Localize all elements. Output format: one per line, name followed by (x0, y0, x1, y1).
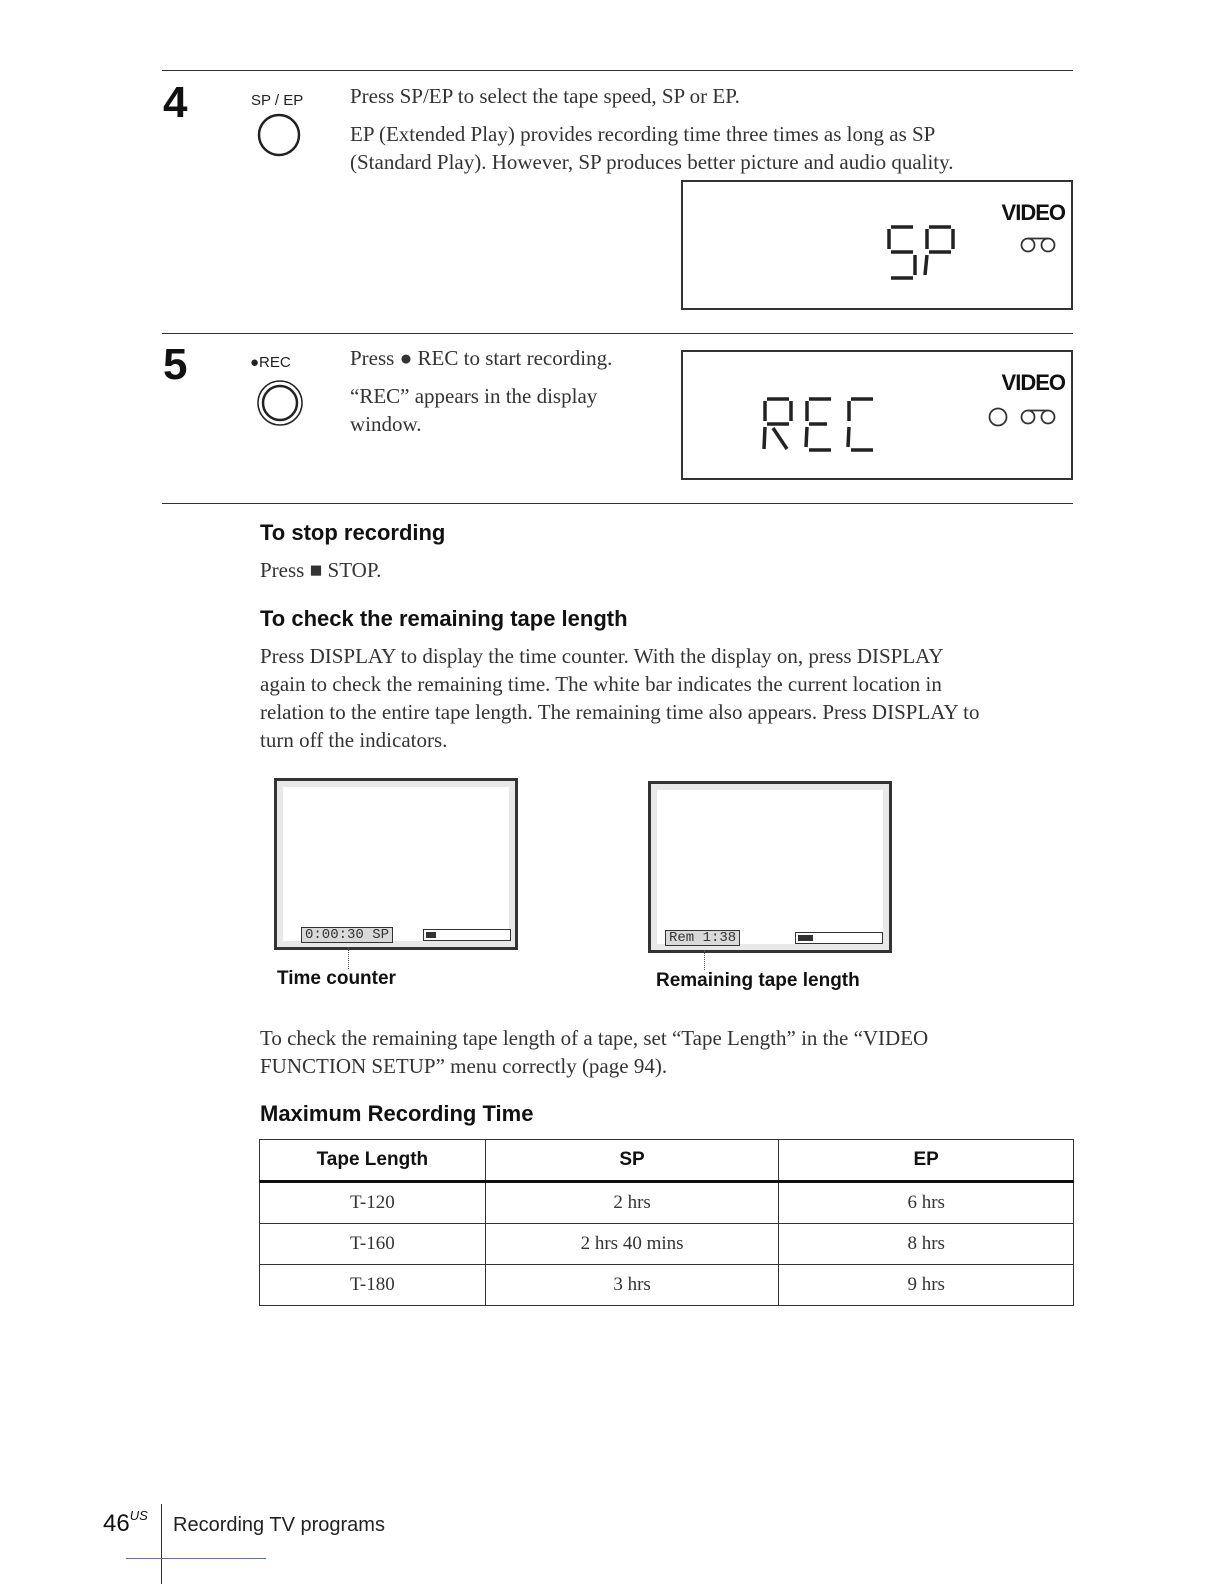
sp-ep-button-label: SP / EP (251, 92, 304, 109)
header-tape-length: Tape Length (260, 1140, 486, 1182)
rec-video-label: VIDEO (1001, 370, 1065, 395)
max-time-heading: Maximum Recording Time (260, 1101, 534, 1126)
header-ep: EP (779, 1140, 1074, 1182)
section-title: Recording TV programs (173, 1514, 385, 1536)
step-4-text-1: Press SP/EP to select the tape speed, SP or EP. (350, 84, 740, 108)
remaining-text-2: again to check the remaining time. The white bar indicates the current location in (260, 672, 942, 696)
table-cell: 2 hrs (485, 1182, 779, 1224)
rec-segment-display (759, 394, 899, 454)
table-row (260, 1182, 1074, 1224)
remaining-length-leader (704, 950, 705, 970)
table-cell: T-180 (260, 1265, 486, 1306)
remaining-heading: To check the remaining tape length (260, 606, 628, 631)
top-rule (162, 70, 1073, 71)
table-cell: 6 hrs (779, 1182, 1074, 1224)
step-5-text-1: Press ● REC to start recording. (350, 346, 613, 370)
time-counter-screen (274, 778, 518, 950)
step-5-number: 5 (163, 340, 188, 389)
table-cell: T-160 (260, 1224, 486, 1265)
step-5-text-3: window. (350, 412, 422, 436)
table-cell: 2 hrs 40 mins (485, 1224, 779, 1265)
tape-position-bar (423, 929, 511, 941)
page-number (103, 1510, 148, 1538)
remaining-text-1: Press DISPLAY to display the time counter. With the display on, press DISPLAY (260, 644, 944, 668)
remaining-length-osd: Rem 1:38 (665, 930, 740, 946)
tape-length-note-2: FUNCTION SETUP” menu correctly (page 94). (260, 1054, 668, 1078)
sp-ep-button-icon (256, 112, 302, 158)
page-number-value: 46 (103, 1510, 130, 1537)
step-4-number: 4 (163, 78, 188, 127)
time-counter-caption: Time counter (277, 968, 396, 989)
sp-video-label: VIDEO (1001, 200, 1065, 225)
remaining-length-screen (648, 781, 892, 953)
stop-heading: To stop recording (260, 520, 446, 545)
cassette-icon (1019, 236, 1057, 254)
cassette-icon (1019, 408, 1057, 426)
tape-position-marker (426, 932, 436, 938)
sp-display-window (681, 180, 1073, 310)
table-cell: 9 hrs (779, 1265, 1074, 1306)
table-row (260, 1224, 1074, 1265)
header-sp: SP (485, 1140, 779, 1182)
section-rule (162, 503, 1073, 504)
rec-display-window (681, 350, 1073, 480)
max-recording-time-table (259, 1139, 1074, 1306)
sp-segment-display (883, 222, 963, 282)
footer-underline (126, 1558, 266, 1559)
table-cell: T-120 (260, 1182, 486, 1224)
stop-text: Press ■ STOP. (260, 558, 382, 582)
tape-length-note-1: To check the remaining tape length of a tape, set “Tape Length” in the “VIDEO (260, 1026, 929, 1050)
step-5-text-2: “REC” appears in the display (350, 384, 598, 408)
step-4-text-3: (Standard Play). However, SP produces better picture and audio quality. (350, 150, 954, 174)
record-indicator-icon (987, 406, 1009, 428)
remaining-text-4: turn off the indicators. (260, 728, 448, 752)
table-header-row (260, 1140, 1074, 1182)
rec-button-label: ●REC (250, 354, 291, 371)
table-cell: 3 hrs (485, 1265, 779, 1306)
table-row (260, 1265, 1074, 1306)
time-counter-leader (348, 947, 349, 969)
table-cell: 8 hrs (779, 1224, 1074, 1265)
step-rule (162, 333, 1073, 334)
remaining-length-caption: Remaining tape length (656, 970, 860, 991)
tape-position-marker (798, 935, 813, 941)
page-number-suffix: US (129, 1508, 148, 1523)
footer-divider (161, 1504, 162, 1584)
tape-position-bar (795, 932, 883, 944)
step-4-text-2: EP (Extended Play) provides recording time three times as long as SP (350, 122, 936, 146)
time-counter-osd: 0:00:30 SP (301, 927, 393, 943)
remaining-text-3: relation to the entire tape length. The remaining time also appears. Press DISPLAY to (260, 700, 980, 724)
rec-button-icon (255, 378, 305, 428)
